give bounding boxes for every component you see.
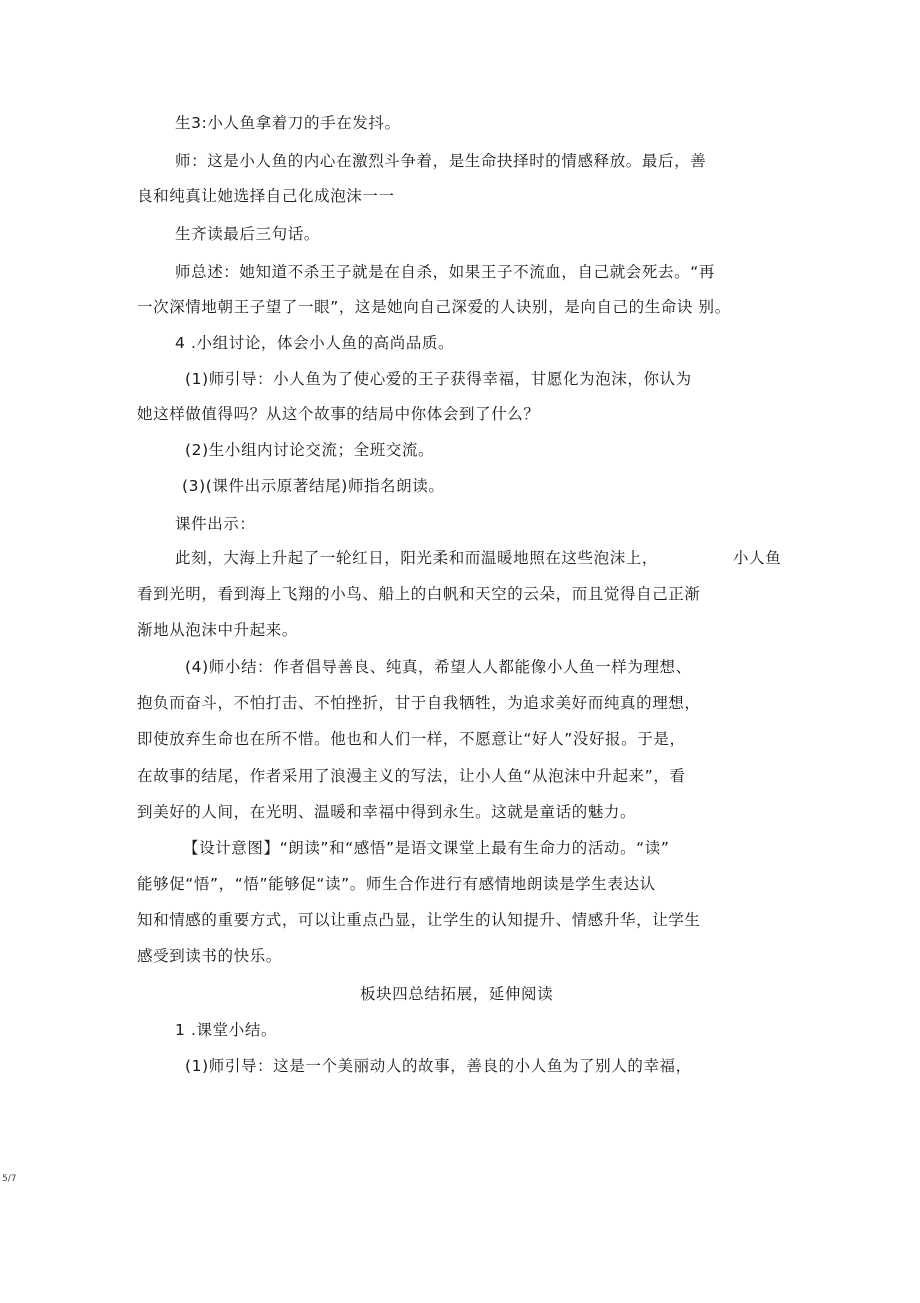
text-line: 师：这是小人鱼的内心在激烈斗争着，是生命抉择时的情感释放。最后，善 xyxy=(175,152,707,170)
text-line: (2)生小组内讨论交流；全班交流。 xyxy=(185,441,435,459)
text-line: 感受到读书的快乐。 xyxy=(137,947,282,965)
text-line: 【设计意图】“朗读”和“感悟”是语文课堂上最有生命力的活动。“读” xyxy=(183,839,670,857)
text-line: (4)师小结：作者倡导善良、纯真，希望人人都能像小人鱼一样为理想、 xyxy=(185,658,692,676)
text-line: 能够促“悟”，“悟”能够促“读”。师生合作进行有感情地朗读是学生表达认 xyxy=(137,875,656,893)
text-line: 此刻，大海上升起了一轮红日，阳光柔和而温暖地照在这些泡沫上， xyxy=(175,549,659,567)
text-line: 良和纯真让她选择自己化成泡沫一一 xyxy=(137,187,395,205)
text-line: (1)师引导：这是一个美丽动人的故事，善良的小人鱼为了别人的幸福， xyxy=(185,1057,692,1075)
text-line: 师总述：她知道不杀王子就是在自杀，如果王子不流血，自己就会死去。“再 xyxy=(175,263,715,281)
text-line: 知和情感的重要方式，可以让重点凸显，让学生的认知提升、情感升华，让学生 xyxy=(137,911,701,929)
text-line: 生齐读最后三句话。 xyxy=(175,225,320,243)
text-line: 抱负而奋斗，不怕打击、不怕挫折，甘于自我牺牲，为追求美好而纯真的理想， xyxy=(137,694,701,712)
page-number: 5/7 xyxy=(2,1174,17,1184)
text-line: (1)师引导：小人鱼为了使心爱的王子获得幸福，甘愿化为泡沫，你认为 xyxy=(185,370,692,388)
section-heading: 板块四总结拓展，延伸阅读 xyxy=(360,985,554,1003)
text-line: (3)(课件出示原著结尾)师指名朗读。 xyxy=(182,477,445,495)
text-line: 在故事的结尾，作者采用了浪漫主义的写法，让小人鱼“从泡沫中升起来”，看 xyxy=(137,767,686,785)
text-line: 1 .课堂小结。 xyxy=(175,1021,278,1039)
text-line: 生3:小人鱼拿着刀的手在发抖。 xyxy=(175,114,401,132)
text-line: 一次深情地朝王子望了一眼”，这是她向自己深爱的人诀别，是向自己的生命诀 别。 xyxy=(137,298,731,316)
text-line: 4 .小组讨论，体会小人鱼的高尚品质。 xyxy=(175,334,455,352)
text-line: 渐地从泡沫中升起来。 xyxy=(137,621,299,639)
text-line: 即使放弃生命也在所不惜。他也和人们一样，不愿意让“好人”没好报。于是， xyxy=(137,730,686,748)
text-line: 课件出示： xyxy=(175,515,256,533)
text-line: 小人鱼 xyxy=(733,549,782,567)
text-line: 到美好的人间，在光明、温暖和幸福中得到永生。这就是童话的魅力。 xyxy=(137,803,637,821)
text-line: 她这样做值得吗？从这个故事的结局中你体会到了什么？ xyxy=(137,405,540,423)
text-line: 看到光明，看到海上飞翔的小鸟、船上的白帆和天空的云朵，而且觉得自己正渐 xyxy=(137,585,701,603)
